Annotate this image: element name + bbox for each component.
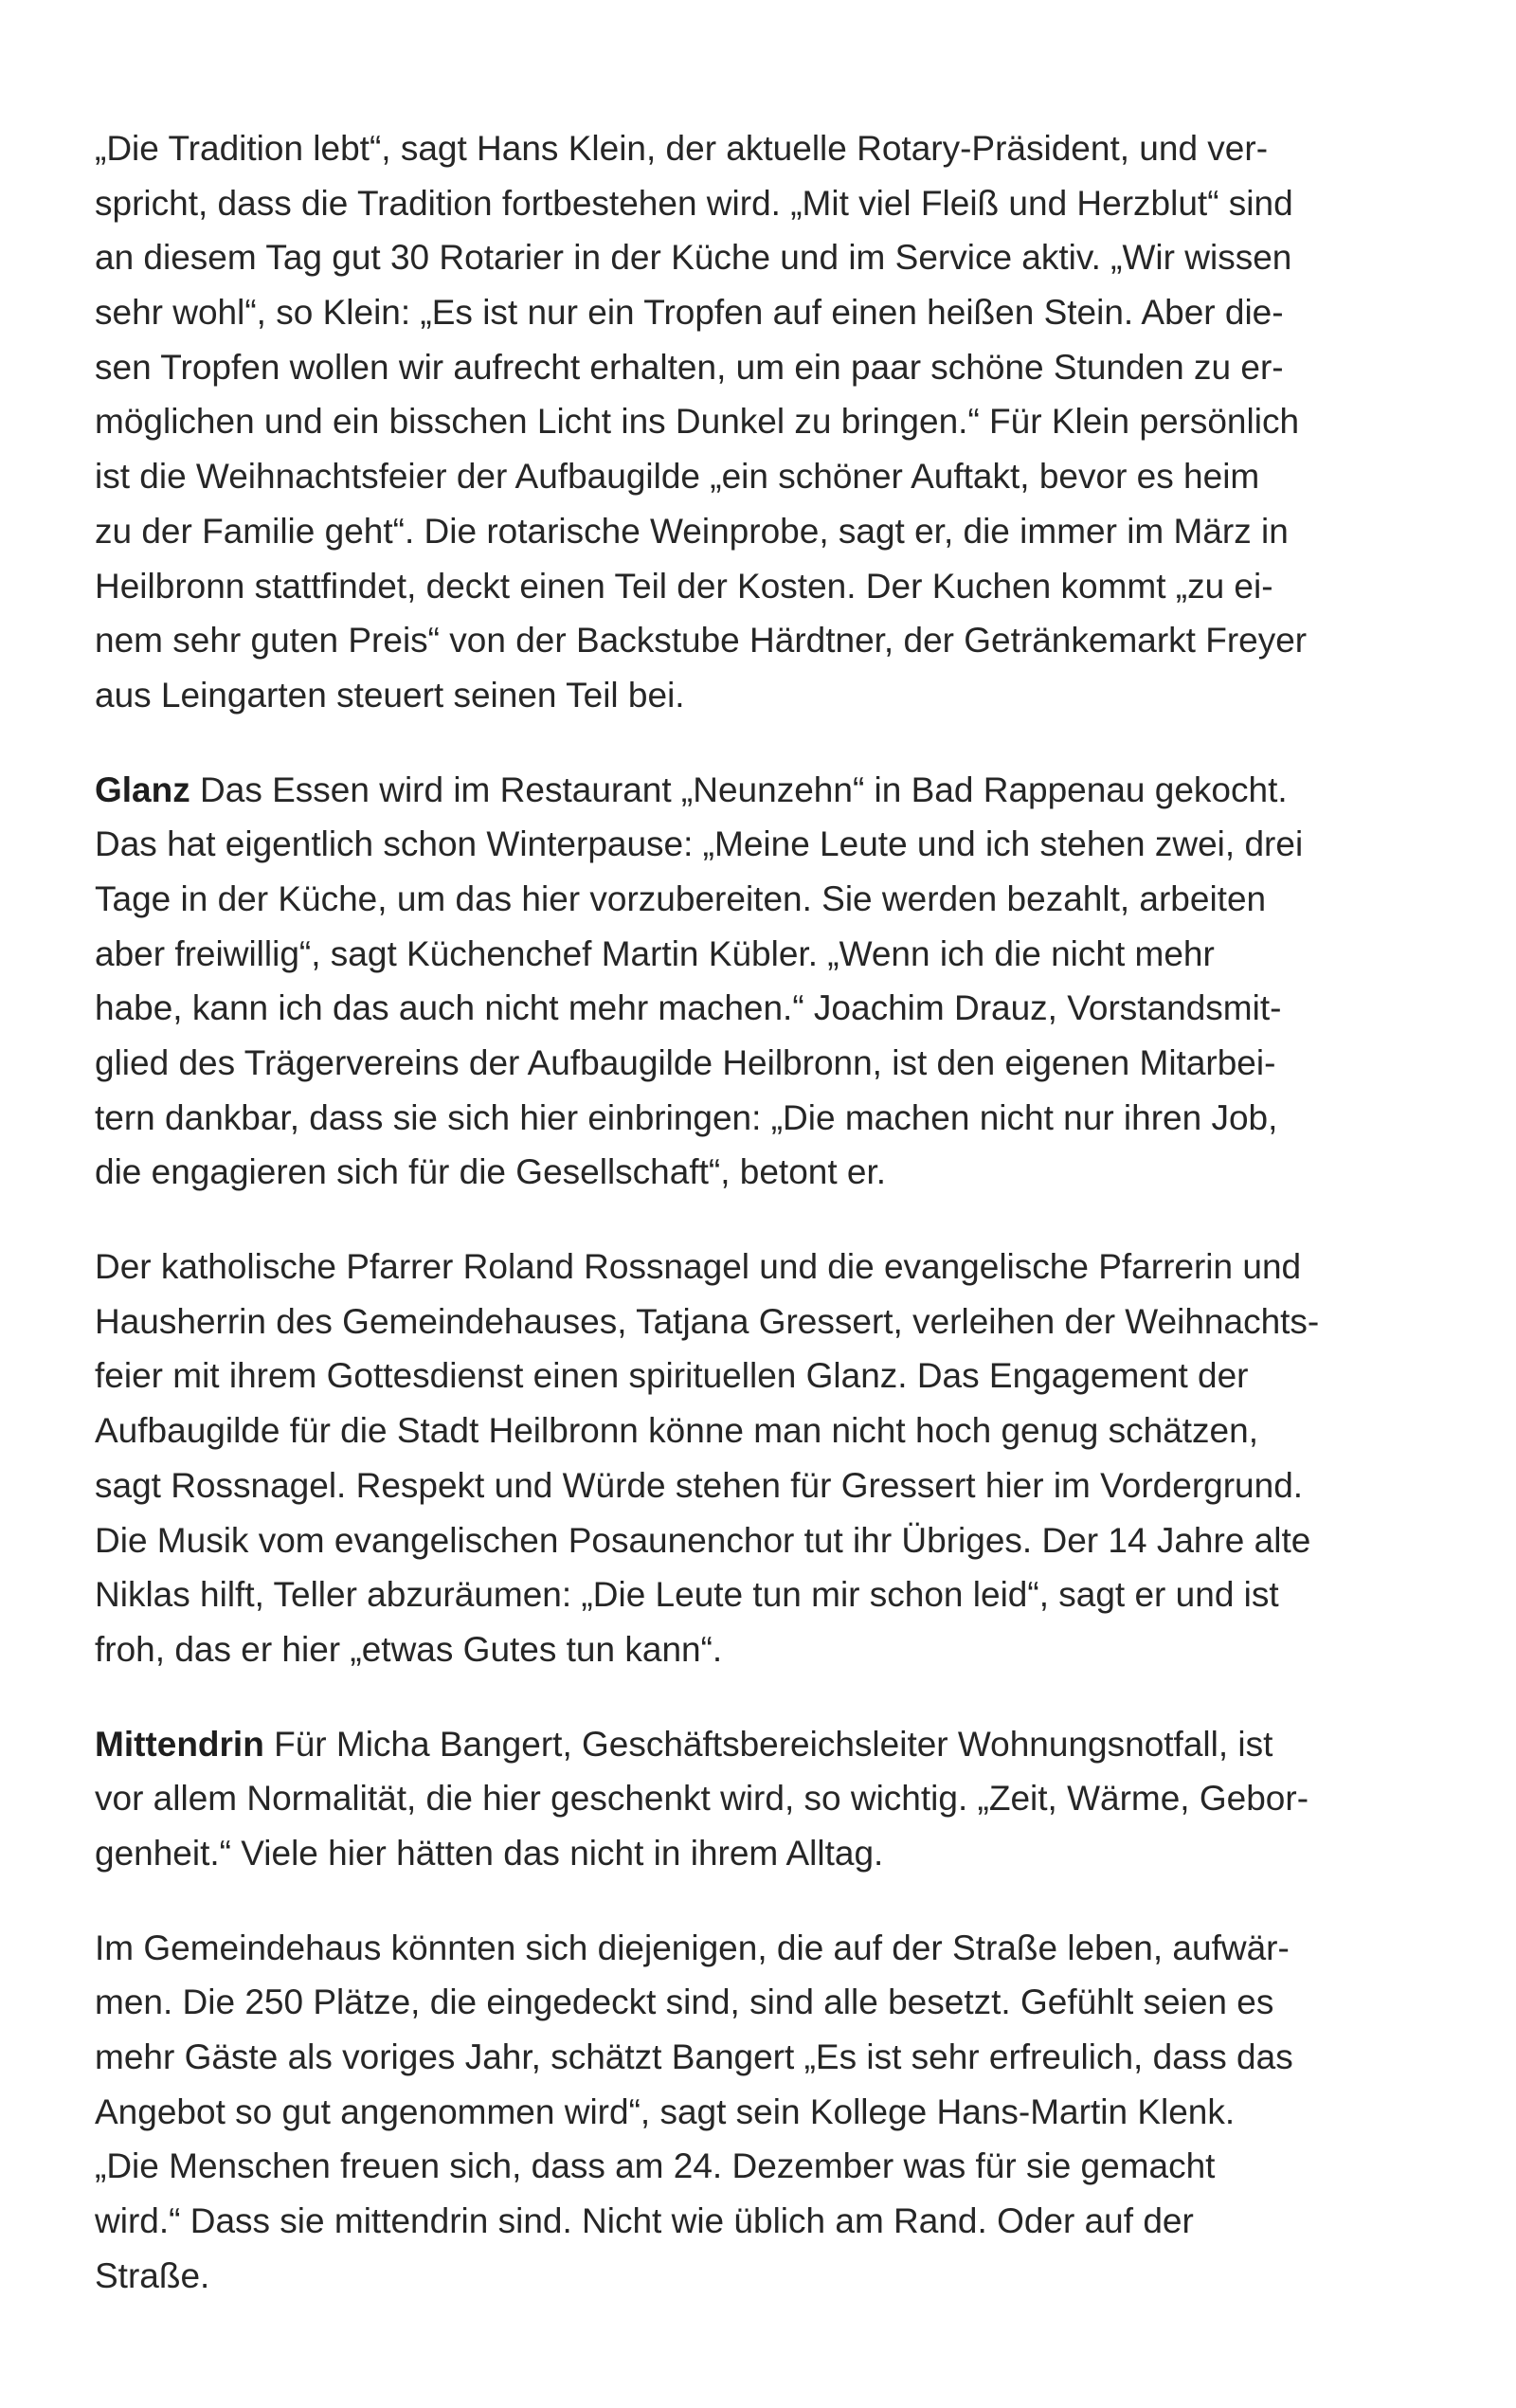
paragraph-mittendrin [95, 1717, 1440, 1881]
text-line: aus Leingarten steuert seinen Teil bei. [95, 675, 685, 715]
text-line: nem sehr guten Preis“ von der Backstube Härdtner, der Getränkemarkt Freyer [95, 621, 1308, 661]
text-line: Im Gemeindehaus könnten sich diejenigen, die auf der Straße leben, aufwär- [95, 1928, 1290, 1967]
text-line [95, 1717, 1440, 1772]
text-line: die engagieren sich für die Gesellschaft“, betont er. [95, 1152, 887, 1192]
paragraph-gemeindehaus [95, 1921, 1440, 2304]
text-line: sehr wohl“, so Klein: „Es ist nur ein Tropfen auf einen heißen Stein. Aber die- [95, 293, 1284, 333]
text-line: sen Tropfen wollen wir aufrecht erhalten, um ein paar schöne Stunden zu er- [95, 347, 1284, 387]
text-line: vor allem Normalität, die hier geschenkt wird, so wichtig. „Zeit, Wärme, Gebor- [95, 1779, 1309, 1819]
text-line: ist die Weihnachtsfeier der Aufbaugilde „ein schöner Auftakt, bevor es heim [95, 457, 1260, 497]
paragraph-pfarrer [95, 1240, 1440, 1677]
text-line: habe, kann ich das auch nicht mehr machen.“ Joachim Drauz, Vorstandsmit- [95, 988, 1282, 1028]
text-line: Aufbaugilde für die Stadt Heilbronn könne man nicht hoch genug schätzen, [95, 1411, 1258, 1451]
text-line: mehr Gäste als voriges Jahr, schätzt Bangert „Es ist sehr erfreulich, dass das [95, 2037, 1293, 2076]
text-line: froh, das er hier „etwas Gutes tun kann“. [95, 1629, 723, 1669]
text-line [95, 763, 1440, 818]
text-line: sagt Rossnagel. Respekt und Würde stehen für Gressert hier im Vordergrund. [95, 1465, 1304, 1505]
text-line: wird.“ Dass sie mittendrin sind. Nicht wie üblich am Rand. Oder auf der [95, 2201, 1194, 2241]
text-line: tern dankbar, dass sie sich hier einbringen: „Die machen nicht nur ihren Job, [95, 1097, 1278, 1137]
text-line: Die Musik vom evangelischen Posaunenchor tut ihr Übriges. Der 14 Jahre alte [95, 1520, 1311, 1560]
text-line: Hausherrin des Gemeindehauses, Tatjana Gressert, verleihen der Weihnachts- [95, 1301, 1320, 1341]
paragraph-tradition [95, 121, 1440, 723]
text-line: glied des Trägervereins der Aufbaugilde Heilbronn, ist den eigenen Mitarbei- [95, 1043, 1276, 1082]
text-line: zu der Familie geht“. Die rotarische Weinprobe, sagt er, die immer im März in [95, 511, 1289, 551]
text-line: Straße. [95, 2255, 210, 2295]
text-line: Angebot so gut angenommen wird“, sagt sein Kollege Hans-Martin Klenk. [95, 2091, 1236, 2131]
text-line: Der katholische Pfarrer Roland Rossnagel und die evangelische Pfarrerin und [95, 1247, 1302, 1287]
text-line: aber freiwillig“, sagt Küchenchef Martin Kübler. „Wenn ich die nicht mehr [95, 933, 1215, 973]
text-line: genheit.“ Viele hier hätten das nicht in ihrem Alltag. [95, 1833, 884, 1873]
article-body [95, 121, 1440, 2343]
text-line: feier mit ihrem Gottesdienst einen spirituellen Glanz. Das Engagement der [95, 1356, 1249, 1396]
text-line: möglichen und ein bisschen Licht ins Dunkel zu bringen.“ Für Klein persönlich [95, 402, 1300, 442]
text-line: „Die Menschen freuen sich, dass am 24. Dezember was für sie gemacht [95, 2146, 1216, 2186]
text-line: spricht, dass die Tradition fortbestehen wird. „Mit viel Fleiß und Herzblut“ sind [95, 183, 1293, 223]
section-lead-mittendrin: Mittendrin [95, 1724, 264, 1764]
text-line: „Die Tradition lebt“, sagt Hans Klein, der aktuelle Rotary-Präsident, und ver- [95, 129, 1269, 168]
text-line: Heilbronn stattfindet, deckt einen Teil der Kosten. Der Kuchen kommt „zu ei- [95, 566, 1273, 606]
text-span: Für Micha Bangert, Geschäftsbereichsleiter Wohnungsnotfall, ist [263, 1724, 1273, 1764]
section-lead-glanz: Glanz [95, 769, 190, 809]
text-span: Das Essen wird im Restaurant „Neunzehn“ in Bad Rappenau gekocht. [190, 769, 1288, 809]
text-line: men. Die 250 Plätze, die eingedeckt sind, sind alle besetzt. Gefühlt seien es [95, 1983, 1274, 2022]
text-line: Das hat eigentlich schon Winterpause: „Meine Leute und ich stehen zwei, drei [95, 824, 1304, 864]
text-line: an diesem Tag gut 30 Rotarier in der Küche und im Service aktiv. „Wir wissen [95, 238, 1292, 278]
text-line: Tage in der Küche, um das hier vorzubereiten. Sie werden bezahlt, arbeiten [95, 878, 1267, 918]
text-line: Niklas hilft, Teller abzuräumen: „Die Leute tun mir schon leid“, sagt er und ist [95, 1575, 1279, 1615]
paragraph-glanz [95, 763, 1440, 1201]
